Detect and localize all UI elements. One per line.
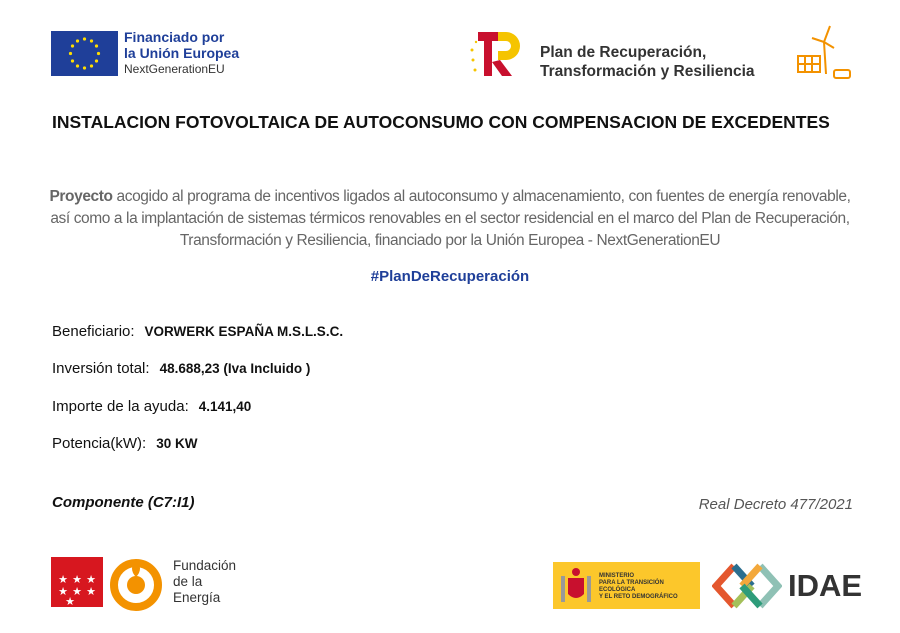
prtr-logo xyxy=(468,30,528,78)
description-body: acogido al programa de incentivos ligados al autoconsumo y almacenamiento, con fuentes de energía renovable, así como a la implantación de sistemas térmicos renovables en el sector residencial en el marco del Plan de Recuperación, Transformación y Resiliencia, financiado por la Unión Europea - NextGenerationEU xyxy=(50,188,851,249)
svg-text:★: ★ xyxy=(86,585,96,598)
fundacion-line3: Energía xyxy=(173,590,221,605)
hashtag: #PlanDeRecuperación xyxy=(370,268,530,285)
ministerio-line1: MINISTERIO xyxy=(599,573,635,579)
fundacion-energia-text xyxy=(173,558,236,606)
field-value: VORWERK ESPAÑA M.S.L.S.C. xyxy=(144,324,344,339)
field-label: Beneficiario: xyxy=(52,323,135,340)
field-importe xyxy=(52,398,251,415)
ministerio-line2: PARA LA TRANSICIÓN ECOLÓGICA xyxy=(599,580,664,593)
svg-text:★: ★ xyxy=(65,595,75,607)
wind-solar-icon xyxy=(794,24,854,80)
comunidad-madrid-logo xyxy=(51,557,103,607)
prtr-line2: Transformación y Resiliencia xyxy=(540,63,755,80)
description-lead: Proyecto xyxy=(49,188,113,205)
field-label: Potencia(kW): xyxy=(52,435,147,452)
eu-flag-logo xyxy=(51,31,118,76)
svg-text:★: ★ xyxy=(72,573,82,586)
ministerio-logo xyxy=(553,562,700,609)
fundacion-line2: de la xyxy=(173,574,203,589)
svg-text:★: ★ xyxy=(86,573,96,586)
field-value: 4.141,40 xyxy=(198,399,252,414)
real-decreto: Real Decreto 477/2021 xyxy=(698,496,853,513)
eu-line2: la Unión Europea xyxy=(124,45,240,61)
svg-text:★: ★ xyxy=(58,585,68,598)
prtr-line1: Plan de Recuperación, xyxy=(540,44,707,61)
field-label: Importe de la ayuda: xyxy=(52,398,189,415)
ministerio-line3: Y EL RETO DEMOGRÁFICO xyxy=(599,594,678,600)
idae-logo-mark xyxy=(712,562,782,610)
eu-line3: NextGenerationEU xyxy=(124,62,225,76)
field-value: 48.688,23 (Iva Incluido ) xyxy=(159,361,311,376)
prtr-text xyxy=(540,43,755,81)
fundacion-line1: Fundación xyxy=(173,558,237,573)
eu-funding-text xyxy=(124,29,239,77)
idae-text: IDAE xyxy=(788,568,863,603)
svg-text:★: ★ xyxy=(72,585,82,598)
project-description xyxy=(40,186,860,252)
field-potencia xyxy=(52,435,197,452)
field-inversion xyxy=(52,360,310,377)
fundacion-energia-logo xyxy=(108,555,164,611)
field-value: 30 KW xyxy=(156,436,198,451)
svg-text:★: ★ xyxy=(58,573,68,586)
componente: Componente (C7:I1) xyxy=(52,494,195,511)
eu-line1: Financiado por xyxy=(124,29,225,45)
field-beneficiario xyxy=(52,323,343,340)
page-title: INSTALACION FOTOVOLTAICA DE AUTOCONSUMO CON COMPENSACION DE EXCEDENTES xyxy=(52,112,830,132)
field-label: Inversión total: xyxy=(52,360,150,377)
